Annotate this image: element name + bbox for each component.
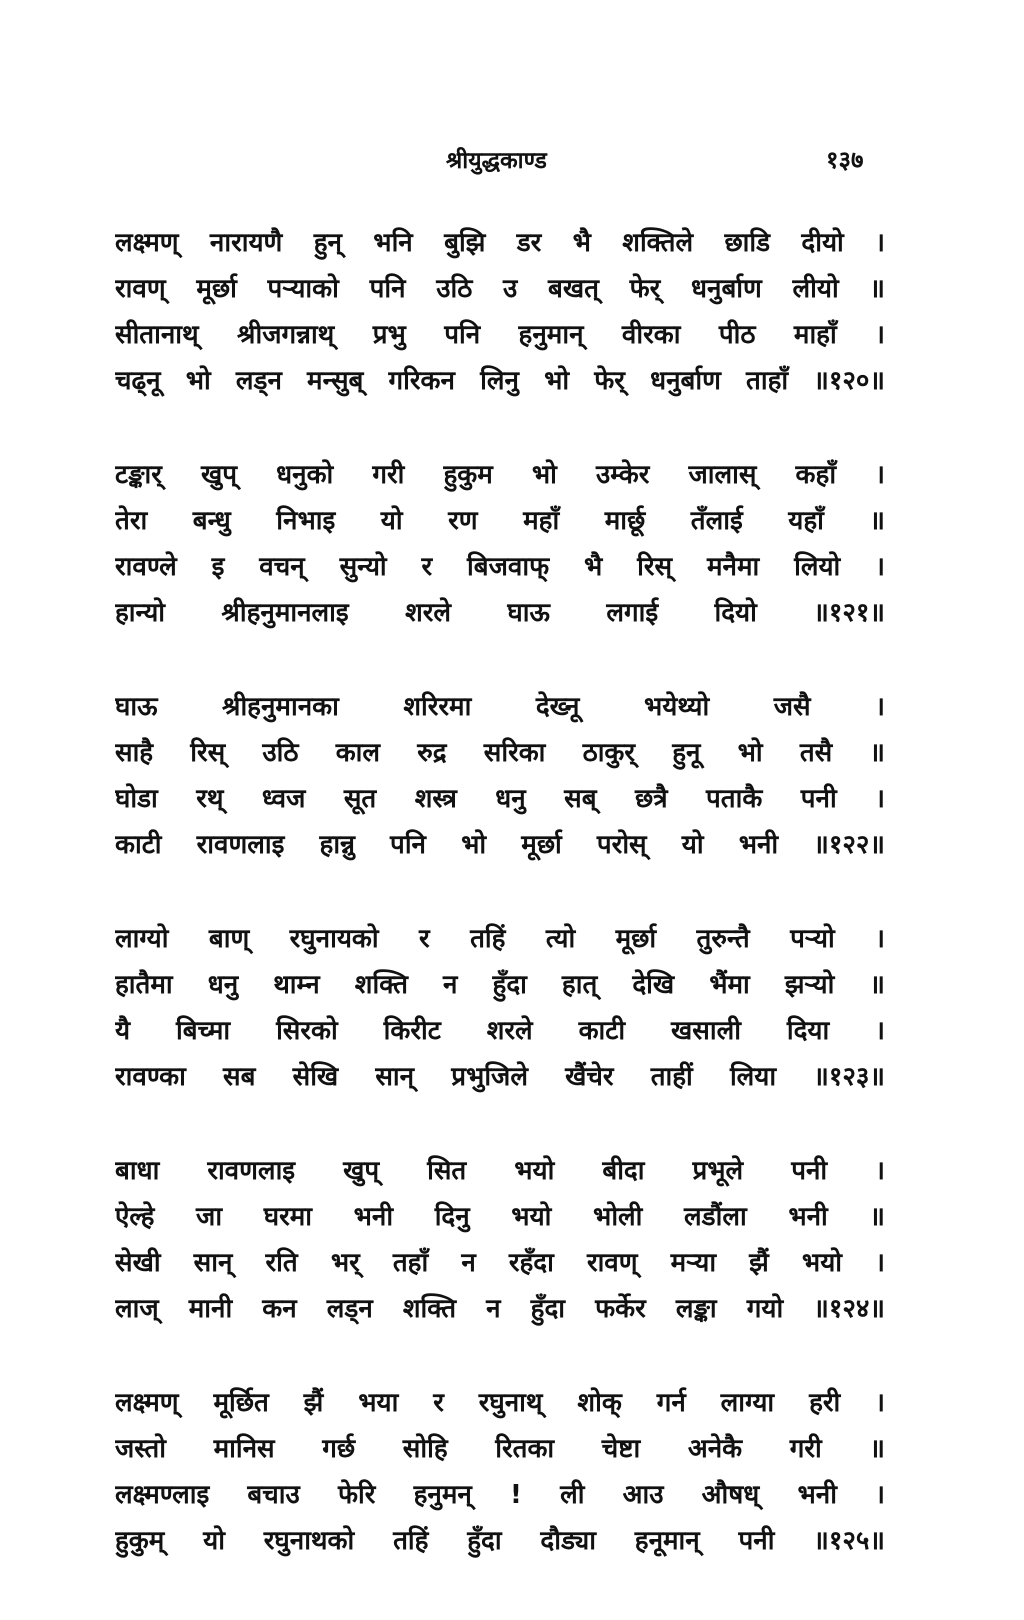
verse-line: सीतानाथ् श्रीजगन्नाथ् प्रभु पनि हनुमान् वीरका पीठ माहाँ । [115, 320, 885, 350]
verse-line: सेखी सान् रति भर् तहाँ न रहँदा रावण् मऱ्या झैं भयो । [115, 1248, 885, 1278]
verse-line: लाग्यो बाण् रघुनायको र तहिं त्यो मूर्छा तुरुन्तै पऱ्यो । [115, 924, 885, 954]
verse-125 [115, 1380, 885, 1564]
verse-line: तेरा बन्धु निभाइ यो रण महाँ मार्छू तँलाई यहाँ ॥ [115, 506, 885, 536]
verse-line: रावण् मूर्छा पऱ्याको पनि उठि उ बखत् फेर् धनुर्बाण लीयो ॥ [115, 274, 885, 304]
verse-line: लक्ष्मण्लाइ बचाउ फेरि हनुमन् ! ली आउ औषध् भनी । [115, 1480, 885, 1510]
verse-121 [115, 452, 885, 636]
verse-line: हातैमा धनु थाम्न शक्ति न हुँदा हात् देखि भैंमा झऱ्यो ॥ [115, 970, 885, 1000]
verse-line: बाधा रावणलाइ खुप् सित भयो बीदा प्रभूले पनी । [115, 1156, 885, 1186]
verse-list [115, 220, 885, 1612]
running-head: श्रीयुद्धकाण्ड [446, 148, 547, 174]
verse-123 [115, 916, 885, 1100]
verse-122 [115, 684, 885, 868]
verse-line: लक्ष्मण् नारायणै हुन् भनि बुझि डर भै शक्तिले छाडि दीयो । [115, 228, 885, 258]
verse-line: लक्ष्मण् मूर्छित झैं भया र रघुनाथ् शोक् गर्न लाग्या हरी । [115, 1388, 885, 1418]
page-number: १३७ [826, 146, 864, 174]
verse-line: टङ्कार् खुप् धनुको गरी हुकुम भो उम्केर जालास् कहाँ । [115, 460, 885, 490]
verse-line: यै बिच्मा सिरको किरीट शरले काटी खसाली दिया । [115, 1016, 885, 1046]
verse-line: लाज् मानी कन लड्न शक्ति न हुँदा फर्केर लङ्का गयो ॥१२४॥ [115, 1294, 885, 1324]
verse-line: साहै रिस् उठि काल रुद्र सरिका ठाकुर् हुनू भो तसै ॥ [115, 738, 885, 768]
verse-line: घाऊ श्रीहनुमानका शरिरमा देख्नू भयेथ्यो जसै । [115, 692, 885, 722]
verse-120 [115, 220, 885, 404]
verse-line: जस्तो मानिस गर्छ सोहि रितका चेष्टा अनेकै गरी ॥ [115, 1434, 885, 1464]
verse-line: हुकुम् यो रघुनाथको तहिं हुँदा दौड्या हनूमान् पनी ॥१२५॥ [115, 1526, 885, 1556]
verse-line: रावण्ले इ वचन् सुन्यो र बिजवाफ् भै रिस् मनैमा लियो । [115, 552, 885, 582]
verse-124 [115, 1148, 885, 1332]
verse-line: काटी रावणलाइ हान्नु पनि भो मूर्छा परोस् यो भनी ॥१२२॥ [115, 830, 885, 860]
verse-line: हान्यो श्रीहनुमानलाइ शरले घाऊ लगाई दियो ॥१२१॥ [115, 598, 885, 628]
verse-line: घोडा रथ् ध्वज सूत शस्त्र धनु सब् छत्रै पताकै पनी । [115, 784, 885, 814]
verse-line: चढ्नू भो लड्न मन्सुब् गरिकन लिनु भो फेर् धनुर्बाण ताहाँ ॥१२०॥ [115, 366, 885, 396]
verse-line: रावण्का सब सेखि सान् प्रभुजिले खैंचेर ताहीं लिया ॥१२३॥ [115, 1062, 885, 1092]
verse-line: ऐल्हे जा घरमा भनी दिनु भयो भोली लडौंला भनी ॥ [115, 1202, 885, 1232]
page-header [0, 143, 1024, 183]
